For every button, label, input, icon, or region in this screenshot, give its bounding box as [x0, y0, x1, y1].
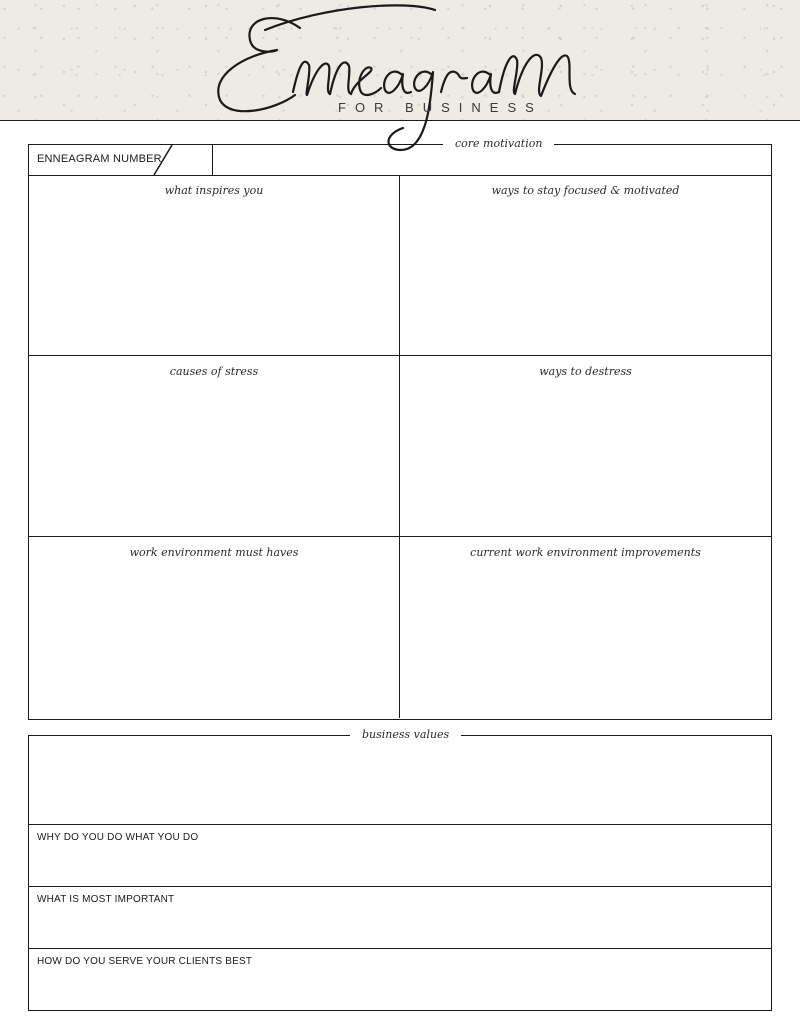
number-field-divider: [212, 145, 213, 175]
serve-clients-field[interactable]: [29, 949, 771, 1010]
core-motivation-label: core motivation: [443, 137, 554, 150]
row-label: WHAT IS MOST IMPORTANT: [37, 894, 175, 905]
cell-label: work environment must haves: [129, 546, 299, 559]
header-divider: [0, 120, 800, 121]
cell-ways-to-destress[interactable]: [400, 356, 771, 537]
cell-label: ways to destress: [539, 365, 632, 378]
cell-work-environment-improvements[interactable]: [400, 537, 771, 718]
business-values-box: [28, 735, 772, 1011]
business-values-label: business values: [350, 728, 461, 741]
title-script-logo: [205, 0, 595, 155]
cell-label: what inspires you: [164, 184, 264, 197]
top-worksheet-box: [28, 144, 772, 720]
row-label: HOW DO YOU SERVE YOUR CLIENTS BEST: [37, 956, 253, 967]
cell-causes-of-stress[interactable]: [29, 356, 400, 537]
enneagram-number-label: ENNEAGRAM NUMBER: [37, 153, 162, 165]
cell-ways-to-stay-focused[interactable]: [400, 175, 771, 356]
cell-label: current work environment improvements: [470, 546, 701, 559]
diagonal-slash-divider: [153, 145, 173, 175]
reflection-grid: [29, 175, 771, 718]
cell-what-inspires-you[interactable]: [29, 175, 400, 356]
page-subtitle: FOR BUSINESS: [338, 100, 543, 115]
business-values-field[interactable]: [29, 736, 771, 825]
cell-work-environment-must-haves[interactable]: [29, 537, 400, 718]
enneagram-number-row: [29, 145, 771, 176]
row-label: WHY DO YOU DO WHAT YOU DO: [37, 832, 199, 843]
why-do-you-do-field[interactable]: [29, 825, 771, 887]
cell-label: causes of stress: [169, 365, 259, 378]
most-important-field[interactable]: [29, 887, 771, 949]
cell-label: ways to stay focused & motivated: [491, 184, 680, 197]
